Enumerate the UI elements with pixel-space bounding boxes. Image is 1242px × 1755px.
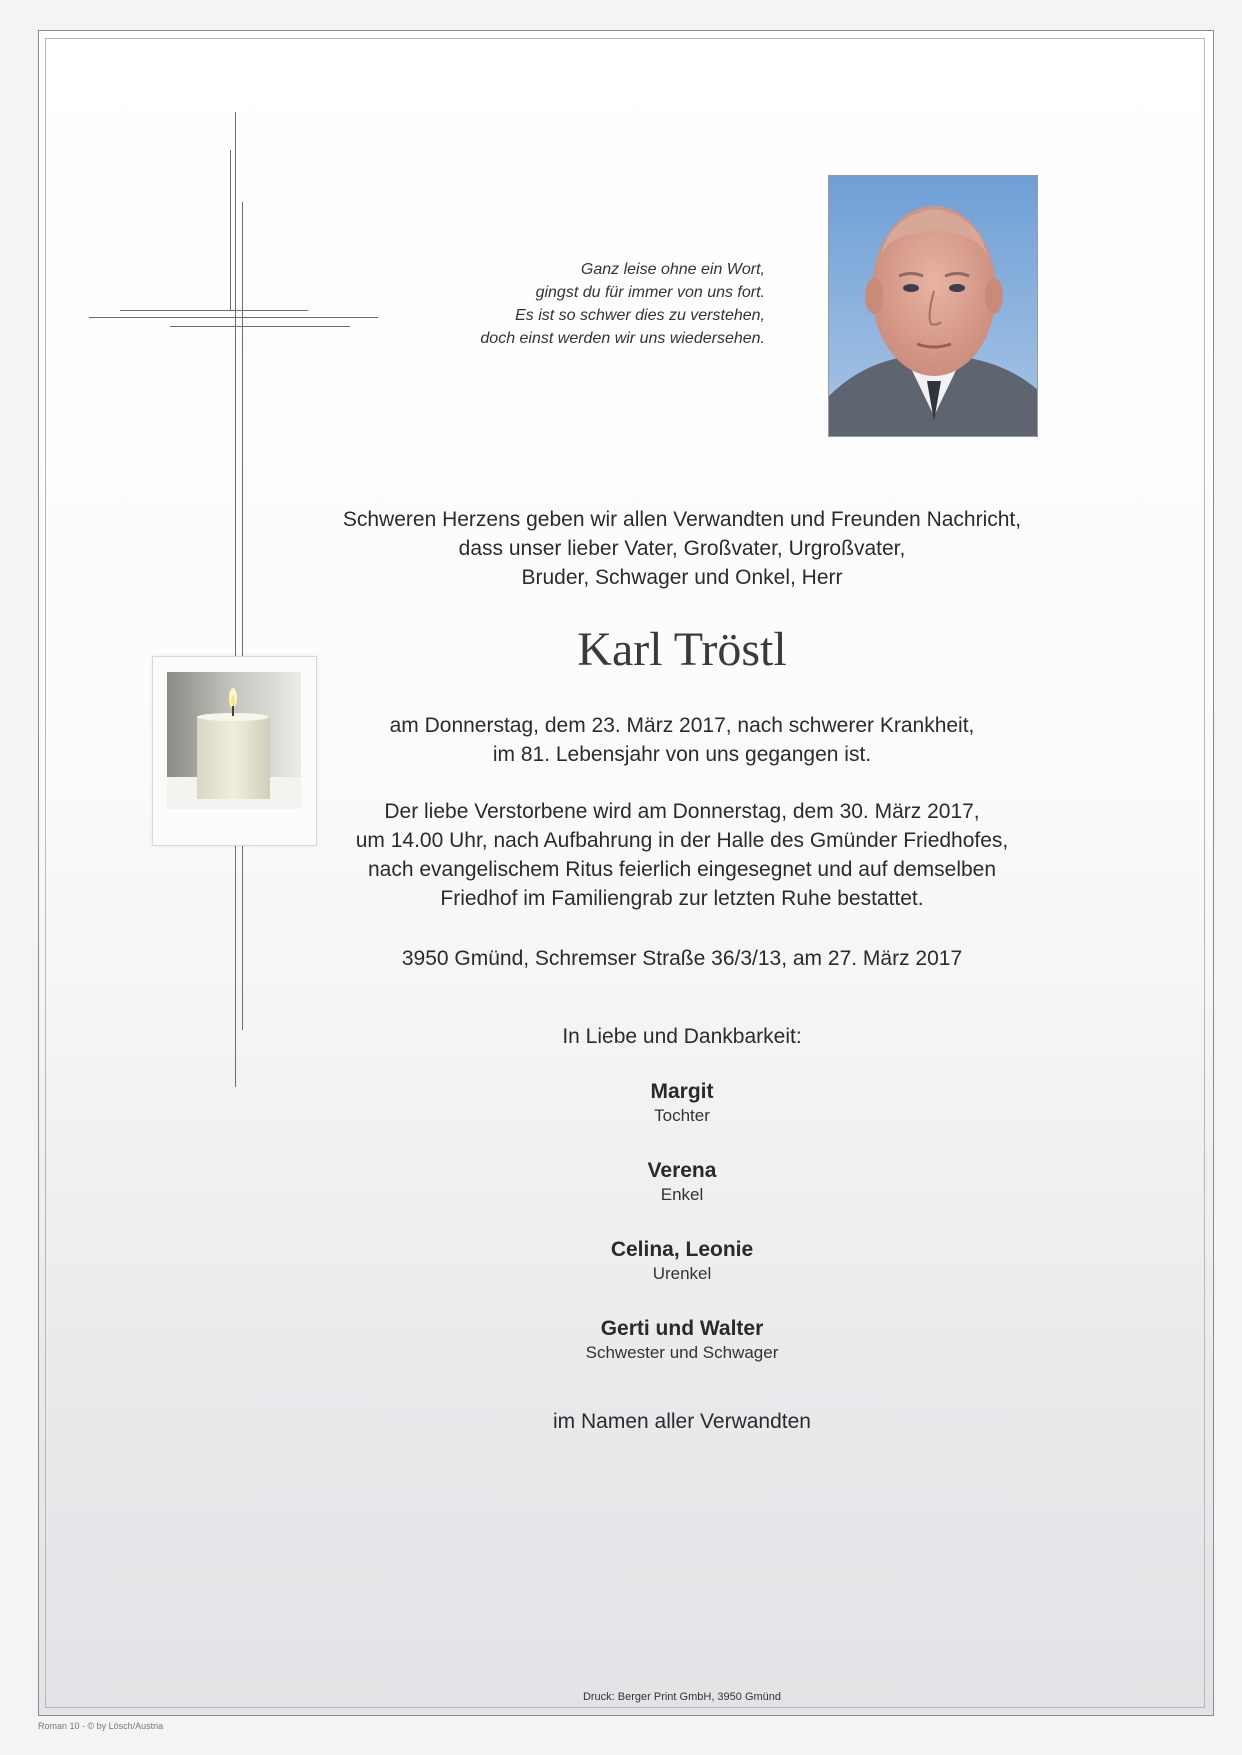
family-list [282,1078,1082,1394]
family-member [282,1157,1082,1206]
funeral-info-line: Der liebe Verstorbene wird am Donnerstag, dem 30. März 2017, [384,800,980,823]
family-member-relation: Urenkel [652,1264,712,1283]
deceased-name: Karl Tröstl [577,623,787,676]
family-member-name: Celina, Leonie [610,1238,754,1261]
family-member [282,1236,1082,1285]
thanks-heading: In Liebe und Dankbarkeit: [562,1025,802,1048]
family-member-name: Verena [647,1159,717,1182]
intro-text [282,505,1082,592]
death-notice-line: im 81. Lebensjahr von uns gegangen ist. [492,743,872,766]
death-notice-line: am Donnerstag, dem 23. März 2017, nach schwerer Krankheit, [389,714,975,737]
portrait-photo [828,175,1038,437]
funeral-info-line: nach evangelischem Ritus feierlich eingesegnet und auf demselben [367,858,997,881]
intro-line: Schweren Herzens geben wir allen Verwandten und Freunden Nachricht, [342,508,1022,531]
poem-line: gingst du für immer von uns fort. [535,284,765,301]
poem-line: Es ist so schwer dies zu verstehen, [515,307,765,324]
poem-line: doch einst werden wir uns wiedersehen. [480,330,765,347]
printer-credit: Druck: Berger Print GmbH, 3950 Gmünd [582,1691,782,1703]
closing-line: im Namen aller Verwandten [553,1410,811,1433]
family-member-relation: Schwester und Schwager [585,1343,779,1362]
family-member-name: Margit [650,1080,714,1103]
poem-line: Ganz leise ohne ein Wort, [580,261,765,278]
intro-line: Bruder, Schwager und Onkel, Herr [521,566,843,589]
funeral-info-line: um 14.00 Uhr, nach Aufbahrung in der Halle des Gmünder Friedhofes, [355,829,1009,852]
funeral-info [282,797,1082,913]
family-member [282,1315,1082,1364]
intro-line: dass unser lieber Vater, Großvater, Urgroßvater, [458,537,906,560]
candle-image [167,672,301,809]
poem [380,258,765,350]
family-member-name: Gerti und Walter [600,1317,764,1340]
funeral-info-line: Friedhof im Familiengrab zur letzten Ruhe bestattet. [440,887,924,910]
family-member-relation: Tochter [654,1106,710,1125]
family-member [282,1078,1082,1127]
death-notice [282,711,1082,769]
template-code: Roman 10 - © by Lösch/Austria [38,1721,164,1731]
family-member-relation: Enkel [660,1185,704,1204]
address-line: 3950 Gmünd, Schremser Straße 36/3/13, am 27. März 2017 [401,947,963,970]
